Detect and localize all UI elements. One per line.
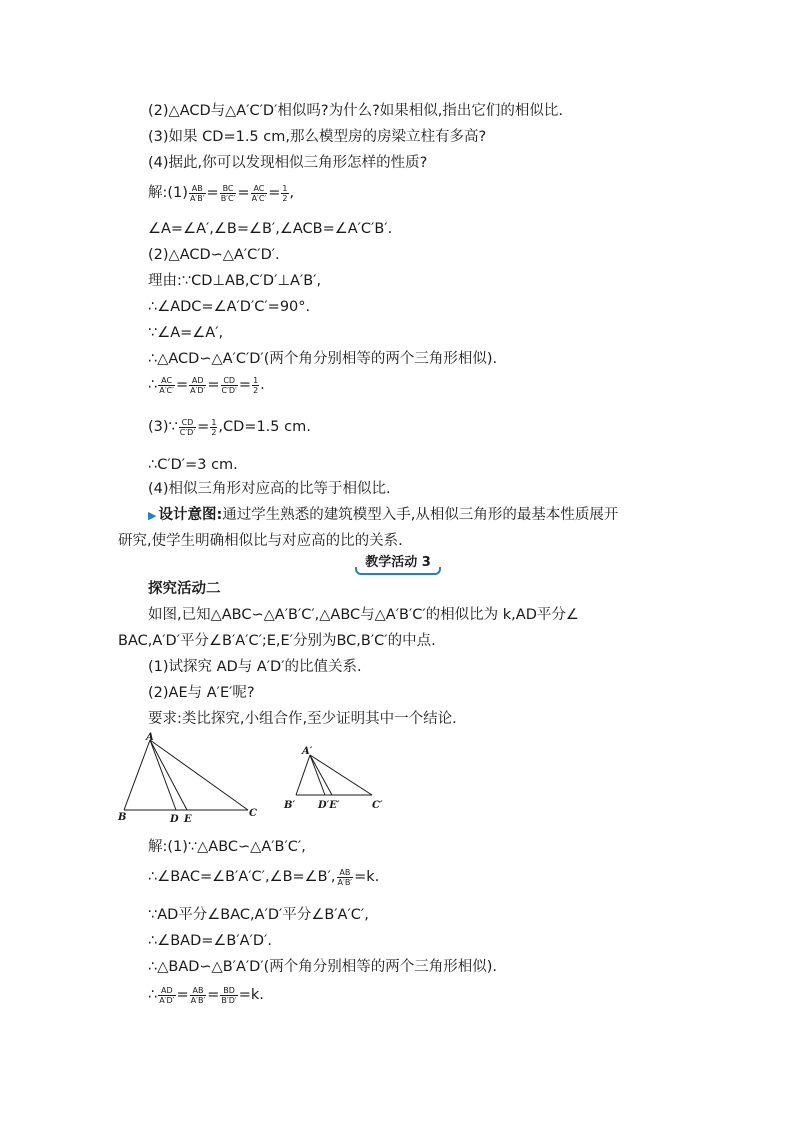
solution-4: (4)相似三角形对应高的比等于相似比. [148,481,391,497]
fraction: $\frac{BC}{B'C'}$ [220,183,236,203]
question-4: (4)据此,你可以发现相似三角形怎样的性质? [148,155,428,171]
label-b: B [118,812,127,823]
requirement: 要求:类比探究,小组合作,至少证明其中一个结论. [148,711,457,727]
solution-3: (3)∵ $\frac{CD}{C'D'}$ = $\frac{1}{2}$ ,CD=1.5 cm. [148,417,311,437]
fraction: $\frac{AB}{A'B'}$ [337,867,353,887]
solution-1-ratio: 解:(1) $\frac{AB}{A'B'}$ = $\frac{BC}{B'C'}$ = $\frac{AC}{A'C'}$ = $\frac{1}{2}$ , [148,183,295,203]
fraction: $\frac{1}{2}$ [211,417,217,437]
fraction: $\frac{AD}{A'D'}$ [190,375,206,395]
s-line-6: ∴ $\frac{AD}{A'D'}$ = $\frac{AB}{A'B'}$ = $\frac{BD}{B'D'}$ =k. [148,985,264,1005]
intent-label: 设计意图: [158,507,223,523]
section-tag: 教学活动 3 [357,553,439,573]
section-tag-bracket [355,567,441,575]
design-intent-cont: 研究,使学生明确相似比与对应高的比的关系. [118,533,403,549]
label-d: D [170,814,179,825]
problem-statement-1: 如图,已知△ABC∽△A′B′C′,△ABC与△A′B′C′的相似比为 k,AD平分∠ [148,607,579,623]
angle-a-line: ∵∠A=∠A′, [148,325,224,341]
fraction: $\frac{BD}{B'D'}$ [221,985,237,1005]
solution-1-prefix: 解:(1) [148,185,188,201]
triangle-marker-icon: ▶ [148,509,157,522]
solution-2: (2)△ACD∽△A′C′D′. [148,247,280,263]
fraction: $\frac{AD}{A'D'}$ [159,985,175,1005]
problem-question-2: (2)AE与 A′E′呢? [148,685,255,701]
label-a: A [146,732,154,743]
angles-equal: ∠A=∠A′,∠B=∠B′,∠ACB=∠A′C′B′. [148,221,393,237]
label-b-prime: B′ [284,800,296,811]
similar-acd-line: ∴△ACD∽△A′C′D′(两个角分别相等的两个三角形相似). [148,351,498,367]
fraction: $\frac{1}{2}$ [253,375,259,395]
fraction: $\frac{CD}{C'D'}$ [179,417,196,437]
intent-text: 通过学生熟悉的建筑模型入手,从相似三角形的最基本性质展开 [222,507,619,523]
label-c-prime: C′ [372,800,383,811]
s-line-5: ∴△BAD∽△B′A′D′(两个角分别相等的两个三角形相似). [148,959,498,975]
triangle-abc [124,740,248,810]
right-angle-line: ∴∠ADC=∠A′D′C′=90°. [148,299,311,315]
reason-line: 理由:∵CD⊥AB,C′D′⊥A′B′, [148,273,322,289]
s-line-1: 解:(1)∵△ABC∽△A′B′C′, [148,839,306,855]
label-de-prime: D′E′ [318,800,340,811]
fraction: $\frac{AC}{A'C'}$ [251,183,267,203]
fraction: $\frac{CD}{C'D'}$ [221,375,237,395]
s-line-4: ∴∠BAD=∠B′A′D′. [148,933,272,949]
triangle-abc-prime [296,755,372,795]
problem-question-1: (1)试探究 AD与 A′D′的比值关系. [148,659,362,675]
question-3: (3)如果 CD=1.5 cm,那么模型房的房梁立柱有多高? [148,129,487,145]
ratio-line: ∴ $\frac{AC}{A'C'}$ = $\frac{AD}{A'D'}$ = $\frac{CD}{C'D'}$ = $\frac{1}{2}$ . [148,375,265,395]
activity-title: 探究活动二 [148,581,221,597]
s-line-2: ∴∠BAC=∠B′A′C′,∠B=∠B′, $\frac{AB}{A'B'}$ =k. [148,867,380,887]
label-a-prime: A′ [302,746,313,757]
label-e: E [184,814,192,825]
label-c: C [249,808,257,819]
fraction: $\frac{AC}{A'C'}$ [159,375,174,395]
cd-result: ∴C′D′=3 cm. [148,457,238,473]
triangle-figure [110,730,410,830]
s-line-3: ∵AD平分∠BAC,A′D′平分∠B′A′C′, [148,907,369,923]
fraction: $\frac{AB}{A'B'}$ [190,985,206,1005]
question-2: (2)△ACD与△A′C′D′相似吗?为什么?如果相似,指出它们的相似比. [148,103,563,119]
fraction: $\frac{1}{2}$ [282,183,288,203]
fraction: $\frac{AB}{A'B'}$ [189,183,205,203]
problem-statement-2: BAC,A′D′平分∠B′A′C′;E,E′分别为BC,B′C′的中点. [118,633,436,649]
design-intent [148,504,618,527]
